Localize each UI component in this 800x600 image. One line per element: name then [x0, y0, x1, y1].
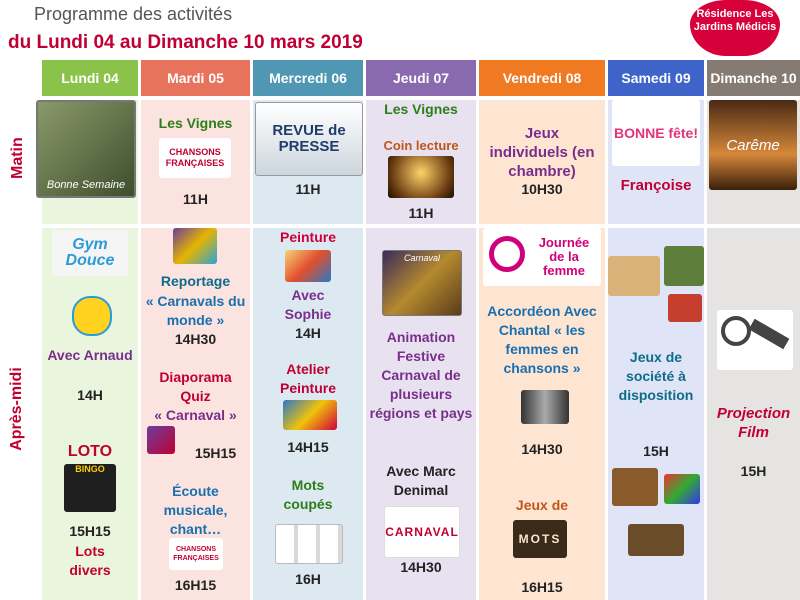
mots-tiles-image [513, 520, 567, 558]
lots-divers: Lots divers [69, 543, 111, 578]
animation-festive: Animation Festive Carnaval de plusieurs régions et pays [369, 329, 473, 421]
morning-label: Matin [9, 137, 26, 179]
cards-image [668, 294, 702, 322]
coin-lecture: Coin lecture [383, 138, 459, 153]
reportage-title: Reportage [160, 273, 231, 289]
careme-image [709, 100, 797, 190]
carnaval-card-label: Carnaval [403, 253, 441, 263]
monday-time-2: 15H15 [69, 523, 111, 539]
bonne-fete-image [612, 100, 700, 166]
carnival-mask-icon [173, 228, 217, 264]
smiley-icon [72, 296, 112, 336]
bonne-fete-text: BONNE fête! [613, 124, 698, 141]
revue-de-presse-image [255, 102, 363, 176]
friday-time-2: 16H15 [521, 579, 563, 595]
afternoon-label: Après-midi [8, 367, 25, 451]
carnival-mini-image [147, 426, 175, 454]
day-header-dimanche: Dimanche 10 [707, 60, 800, 96]
francoise-name: Françoise [620, 177, 692, 194]
gym-douce-text: Gym Douce [65, 236, 115, 269]
bingo-label: BINGO [75, 464, 105, 474]
loto-title: LOTO [67, 443, 113, 460]
gym-douce-logo [52, 230, 128, 276]
carnaval-card-image [382, 250, 462, 316]
day-header-samedi: Samedi 09 [608, 60, 704, 96]
carnavals-du-monde: « Carnavals du monde » [145, 293, 246, 328]
tuesday-time-3: 16H15 [174, 577, 217, 593]
carnaval-letters-image [384, 506, 460, 558]
atelier-peinture: Atelier Peinture [279, 361, 336, 396]
chansons-francaises-logo-2 [169, 538, 223, 570]
journee-de-la-femme-logo [483, 228, 601, 286]
day-header-mercredi: Mercredi 06 [253, 60, 363, 96]
female-symbol-icon [489, 236, 525, 272]
page-title: du Lundi 04 au Dimanche 10 mars 2019 [8, 32, 363, 53]
day-header-jeudi: Jeudi 07 [366, 60, 476, 96]
peinture-title: Peinture [279, 229, 336, 245]
carnaval-quote: « Carnaval » [154, 407, 237, 423]
thursday-time: 14H30 [400, 559, 442, 575]
palette-icon [285, 250, 331, 282]
revue-de-presse-text: REVUE de PRESSE [272, 122, 346, 155]
bonne-semaine-caption: Bonne Semaine [46, 179, 126, 191]
thursday-les-vignes: Les Vignes [384, 101, 458, 117]
pawns-image [664, 474, 700, 504]
thursday-morning-time: 11H [408, 205, 434, 221]
diaporama-quiz: Diaporama Quiz [159, 369, 232, 404]
avec-arnaud: Avec Arnaud [47, 347, 133, 363]
jeux-de: Jeux de [515, 497, 569, 513]
avec-marc-denimal: Avec Marc Denimal [386, 463, 456, 498]
day-header-vendredi: Vendredi 08 [479, 60, 605, 96]
mots-coupes: Mots coupés [283, 477, 333, 512]
glowing-book-image [388, 156, 454, 198]
chansons-label: CHANSONS FRANÇAISES [165, 147, 225, 168]
wednesday-morning-time: 11H [295, 181, 321, 197]
bingo-image [64, 464, 116, 512]
checkers-image [612, 468, 658, 506]
chansons-francaises-logo [159, 138, 231, 178]
tuesday-morning-time: 11H [183, 191, 208, 207]
accordeon-avec-chantal: Accordéon Avec Chantal « les femmes en chansons » [487, 303, 597, 376]
journee-label: Journée de la femme [538, 235, 590, 278]
tuesday-time-2: 15H15 [194, 445, 237, 461]
ecoute-musicale: Écoute musicale, chant… [163, 483, 228, 537]
saturday-time: 15H [643, 443, 669, 459]
friday-time-1: 14H30 [521, 441, 563, 457]
day-header-lundi: Lundi 04 [42, 60, 138, 96]
friday-morning-time: 10H30 [521, 181, 563, 197]
wednesday-time-1: 14H [295, 325, 321, 341]
chansons-label-2: CHANSONS FRANÇAISES [173, 546, 219, 562]
carnaval-letters: CARNAVAL [385, 525, 459, 539]
day-header-mardi: Mardi 05 [141, 60, 250, 96]
tuesday-les-vignes: Les Vignes [158, 115, 233, 131]
scrabble-board-image [664, 246, 704, 286]
subtitle: Programme des activités [34, 4, 233, 24]
sunday-time: 15H [740, 463, 767, 479]
residence-badge: Résidence Les Jardins Médicis [690, 0, 780, 56]
careme-text: Carême [726, 136, 780, 154]
game-boxes-image [628, 524, 684, 556]
film-reel-icon [717, 310, 793, 370]
wednesday-time-3: 16H [295, 571, 321, 587]
word-puzzle-grid [275, 524, 343, 564]
mots-letters: MOTS [518, 532, 562, 546]
monday-time-1: 14H [77, 387, 103, 403]
avec-sophie: Avec Sophie [284, 287, 332, 322]
reel-circle [721, 316, 751, 346]
wednesday-time-2: 14H15 [287, 439, 329, 455]
board-game-image-1 [608, 256, 660, 296]
accordion-icon [521, 390, 569, 424]
tuesday-time-1: 14H30 [174, 331, 217, 347]
jeux-individuels: Jeux individuels (en chambre) [489, 125, 595, 180]
projection-film: Projection Film [716, 405, 791, 441]
paintbrush-image [283, 400, 337, 430]
jeux-de-societe: Jeux de société à disposition [618, 349, 694, 403]
film-strip [749, 319, 790, 349]
